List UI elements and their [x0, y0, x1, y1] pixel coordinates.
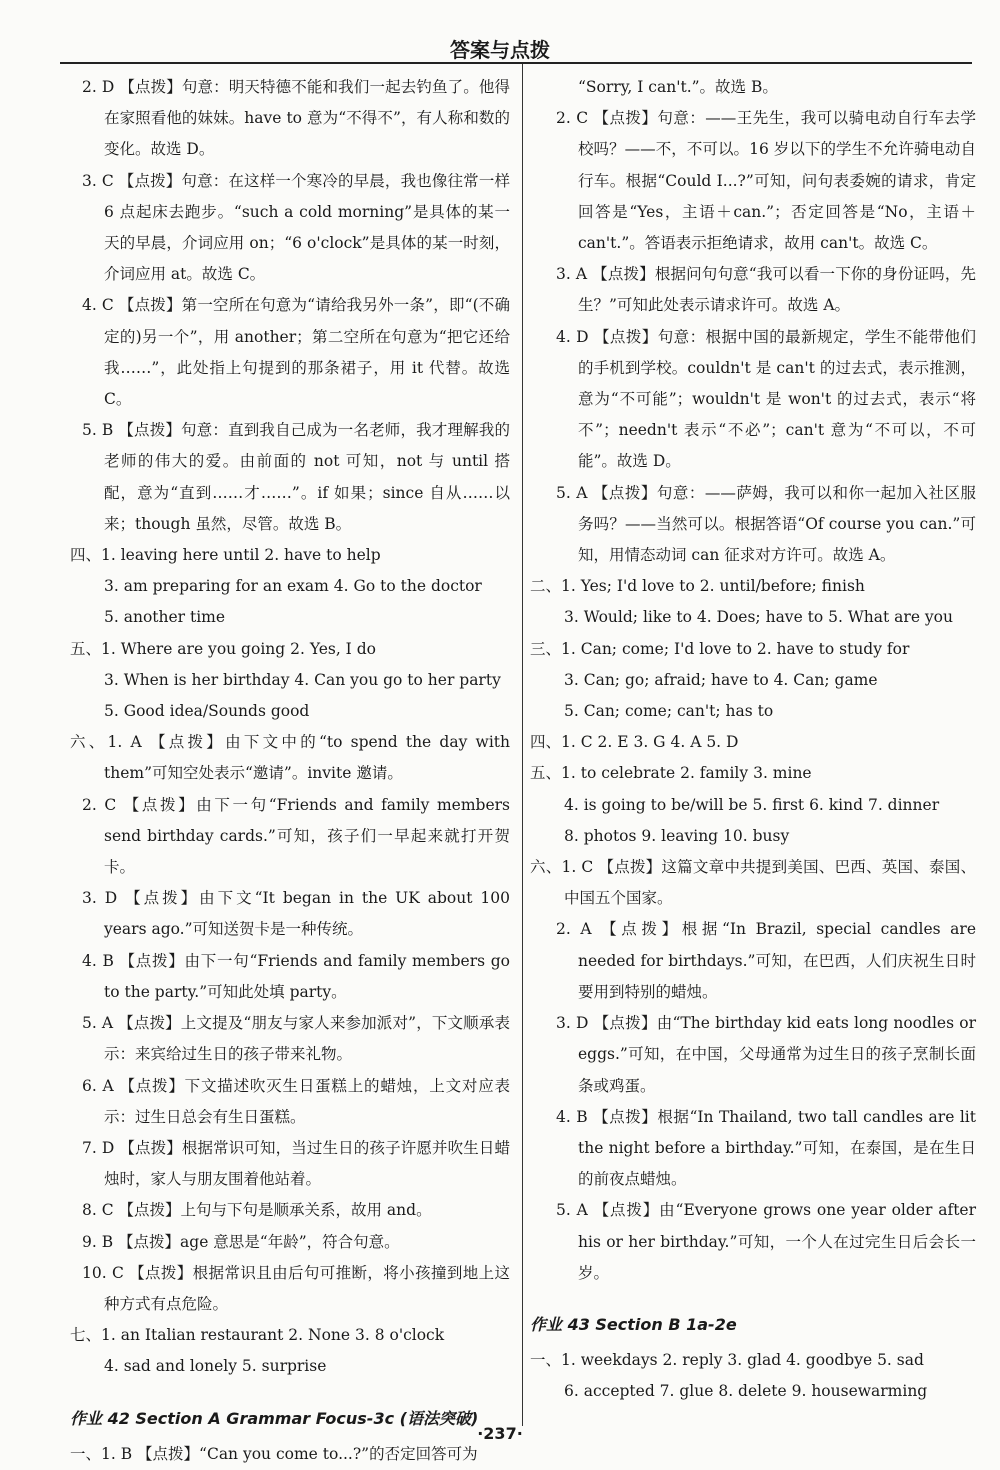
answer-line: 5. B 【点拨】句意：直到我自己成为一名老师，我才理解我的老师的伟大的爱。由前面的 not 可知，not 与 until 搭配，意为“直到……才……”。if 如果；since 自从……以来；though 虽然，尽管。故选 B。: [82, 421, 510, 533]
answer-line: 4. C 【点拨】第一空所在句意为“请给我另外一条”，即“(不确定的)另一个”，用 another；第二空所在句意为“把它还给我……”，此处指上句提到的那条裙子，用 it 代替。故选 C。: [82, 296, 510, 409]
answer-line: 六、1. A 【点拨】由下文中的“to spend the day with them”可知空处表示“邀请”。invite 邀请。: [70, 733, 510, 783]
answer-line: 3. When is her birthday 4. Can you go to her party: [104, 670, 501, 689]
answer-line: 4. D 【点拨】句意：根据中国的最新规定，学生不能带他们的手机到学校。couldn't 是 can't 的过去式，表示推测，意为“不可能”；wouldn't 是 won't 的过去式，表示“将不”；needn't 表示“不必”；can't 意为“不可以，不可能”。故选 D。: [556, 327, 976, 471]
answer-line: 3. am preparing for an exam 4. Go to the doctor: [104, 577, 482, 596]
answer-line: 4. B 【点拨】由下一句“Friends and family members go to the party.”可知此处填 party。: [82, 951, 510, 1001]
answer-line: 3. Can; go; afraid; have to 4. Can; game: [564, 670, 878, 689]
answer-line: 五、1. to celebrate 2. family 3. mine: [530, 764, 812, 783]
answer-line: 9. B 【点拨】age 意思是“年龄”，符合句意。: [82, 1232, 400, 1251]
answer-line: 2. C 【点拨】由下一句“Friends and family members send birthday cards.”可知，孩子们一早起来就打开贺卡。: [82, 795, 510, 877]
answer-line: “Sorry, I can't.”。故选 B。: [578, 78, 778, 96]
answer-line: 五、1. Where are you going 2. Yes, I do: [70, 639, 376, 658]
answer-line: 一、1. B 【点拨】“Can you come to...?”的否定回答可为: [70, 1444, 478, 1463]
answer-line: 3. Would; like to 4. Does; have to 5. What are you: [564, 608, 953, 627]
answer-line: 6. accepted 7. glue 8. delete 9. housewarming: [564, 1382, 928, 1401]
page-number: ·237·: [477, 1424, 523, 1443]
answer-line: 5. A 【点拨】句意：——萨姆，我可以和你一起加入社区服务吗？——当然可以。根据答语“Of course you can.”可知，用情态动词 can 征求对方许可。故选 A。: [556, 483, 976, 565]
answer-line: 四、1. C 2. E 3. G 4. A 5. D: [530, 733, 739, 752]
answer-line: 4. B 【点拨】根据“In Thailand, two tall candles are lit the night before a birthday.”可知，在泰国，是在生日的前夜点蜡烛。: [556, 1107, 976, 1189]
answer-line: 3. C 【点拨】句意：在这样一个寒冷的早晨，我也像往常一样 6 点起床去跑步。“such a cold morning”是具体的某一天的早晨，介词应用 on；“6 o'clock”是具体的某一时刻，介词应用 at。故选 C。: [82, 171, 510, 284]
answer-line: 2. D 【点拨】句意：明天特德不能和我们一起去钓鱼了。他得在家照看他的妹妹。have to 意为“不得不”，有人称和数的变化。故选 D。: [82, 78, 510, 159]
answer-line: 8. photos 9. leaving 10. busy: [564, 826, 790, 845]
answer-line: 5. another time: [104, 608, 226, 627]
column-divider: [522, 64, 523, 1426]
answer-line: 5. A 【点拨】由“Everyone grows one year older after his or her birthday.”可知，一个人在过完生日后会长一岁。: [556, 1201, 976, 1282]
answer-line: 4. is going to be/will be 5. first 6. kind 7. dinner: [564, 795, 940, 814]
page-header-title: 答案与点拨: [450, 38, 550, 62]
answer-line: 一、1. weekdays 2. reply 3. glad 4. goodbye 5. sad: [530, 1350, 924, 1369]
answer-line: 8. C 【点拨】上句与下句是顺承关系，故用 and。: [82, 1201, 432, 1220]
right-column: [530, 72, 976, 1407]
answer-line: 5. Good idea/Sounds good: [104, 702, 310, 721]
answer-line: 4. sad and lonely 5. surprise: [104, 1357, 327, 1376]
answer-line: 2. C 【点拨】句意：——王先生，我可以骑电动自行车去学校吗？——不，不可以。16 岁以下的学生不允许骑电动自行车。根据“Could I...?”可知，问句表委婉的请求，肯定回答是“Yes，主语＋can.”；否定回答是“No，主语＋can't.”。答语表示拒绝请求，故用 can't。故选 C。: [556, 109, 976, 253]
answer-line: 3. D 【点拨】由“The birthday kid eats long noodles or eggs.”可知，在中国，父母通常为过生日的孩子烹制长面条或鸡蛋。: [556, 1014, 976, 1095]
answer-line: 7. D 【点拨】根据常识可知，当过生日的孩子许愿并吹生日蜡烛时，家人与朋友围着他站着。: [82, 1138, 510, 1189]
answer-line: 6. A 【点拨】下文描述吹灭生日蛋糕上的蜡烛，上文对应表示：过生日总会有生日蛋糕。: [82, 1076, 510, 1126]
answer-line: 三、1. Can; come; I'd love to 2. have to study for: [530, 639, 910, 658]
answer-line: 四、1. leaving here until 2. have to help: [70, 546, 381, 565]
answer-line: 3. D 【点拨】由下文“It began in the UK about 100 years ago.”可知送贺卡是一种传统。: [82, 889, 510, 939]
answer-line: 六、1. C 【点拨】这篇文章中共提到美国、巴西、英国、泰国、中国五个国家。: [530, 858, 976, 908]
answer-line: 2. A 【点拨】根据“In Brazil, special candles are needed for birthdays.”可知，在巴西，人们庆祝生日时要用到特别的蜡烛。: [556, 920, 976, 1001]
answer-line: 二、1. Yes; I'd love to 2. until/before; finish: [530, 577, 865, 596]
answer-line: 3. A 【点拨】根据问句句意“我可以看一下你的身份证吗，先生？”可知此处表示请求许可。故选 A。: [556, 265, 976, 315]
answer-line: 5. A 【点拨】上文提及“朋友与家人来参加派对”，下文顺承表示：来宾给过生日的孩子带来礼物。: [82, 1014, 510, 1064]
header-rule: [60, 62, 972, 64]
answer-line: 七、1. an Italian restaurant 2. None 3. 8 o'clock: [70, 1326, 445, 1345]
homework-heading: 作业 43 Section B 1a-2e: [530, 1314, 737, 1334]
left-column: [70, 72, 510, 1470]
answer-line: 5. Can; come; can't; has to: [564, 702, 774, 721]
answer-line: 10. C 【点拨】根据常识且由后句可推断，将小孩撞到地上这种方式有点危险。: [82, 1263, 510, 1313]
homework-heading: 作业 42 Section A Grammar Focus-3c (语法突破): [70, 1408, 479, 1428]
